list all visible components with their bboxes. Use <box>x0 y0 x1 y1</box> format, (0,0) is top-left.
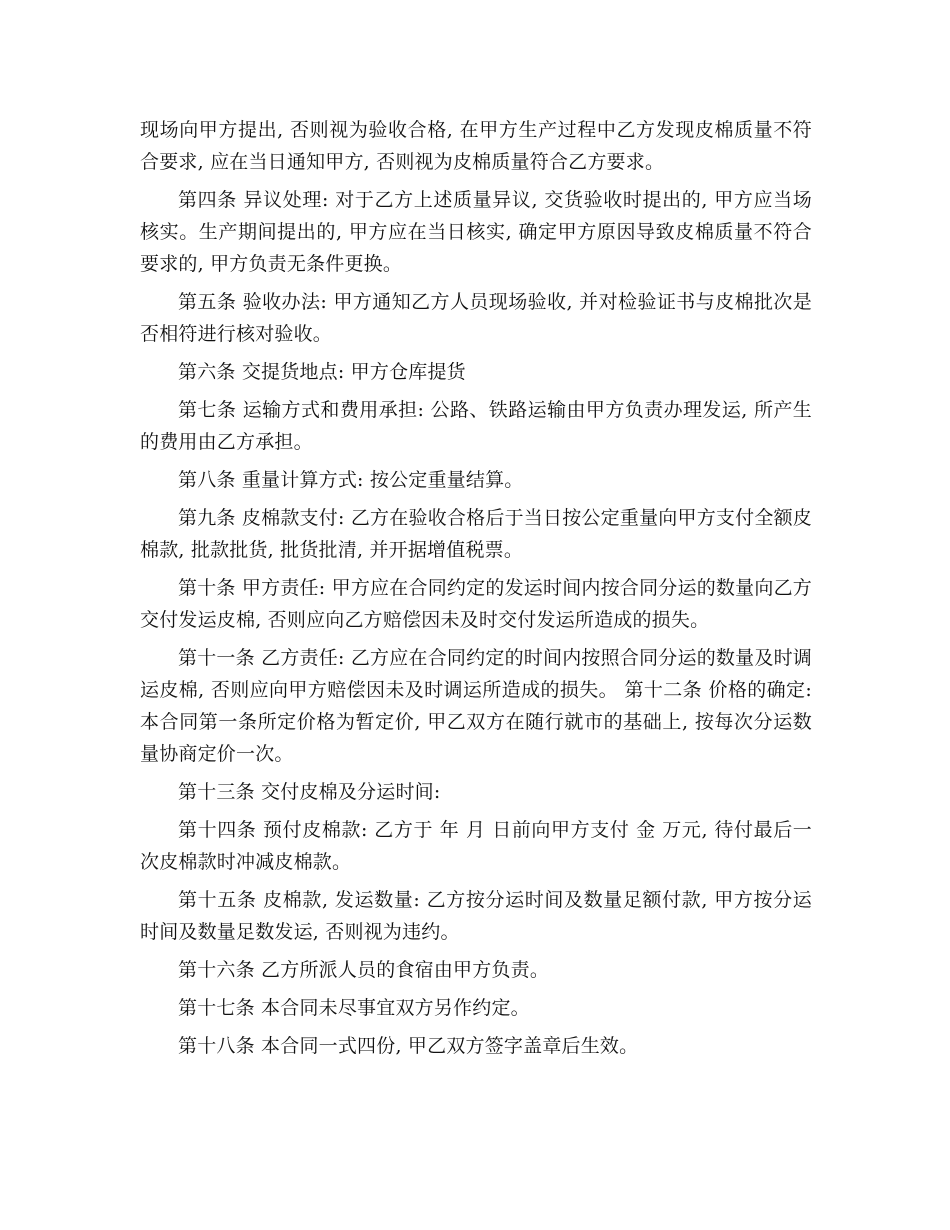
document-page <box>140 114 812 1068</box>
article-16-paragraph: 第十六条 乙方所派人员的食宿由甲方负责。 <box>178 959 550 981</box>
article-13-paragraph: 第十三条 交付皮棉及分运时间: <box>178 781 441 803</box>
article-11-12-paragraph: 第十一条 乙方责任: 乙方应在合同约定的时间内按照合同分运的数量及时调运皮棉, 否则应向甲方赔偿因未及时调运所造成的损失。 第十二条 价格的确定: 本合同第一条所定价格为暂定价, 甲乙双方在随行就市的基础上, 按每次分运数量协商定价一次。 <box>140 647 812 765</box>
article-14-paragraph: 第十四条 预付皮棉款: 乙方于 年 月 日前向甲方支付 金 万元, 待付最后一次皮棉款时冲减皮棉款。 <box>140 819 812 873</box>
article-4-paragraph: 第四条 异议处理: 对于乙方上述质量异议, 交货验收时提出的, 甲方应当场核实。生产期间提出的, 甲方应在当日核实, 确定甲方原因导致皮棉质量不符合要求的, 甲方负责无条件更换。 <box>140 189 812 275</box>
article-10-paragraph: 第十条 甲方责任: 甲方应在合同约定的发运时间内按合同分运的数量向乙方交付发运皮棉, 否则应向乙方赔偿因未及时交付发运所造成的损失。 <box>140 577 812 631</box>
article-15-paragraph: 第十五条 皮棉款, 发运数量: 乙方按分运时间及数量足额付款, 甲方按分运时间及数量足数发运, 否则视为违约。 <box>140 889 812 943</box>
article-17-paragraph: 第十七条 本合同未尽事宜双方另作约定。 <box>178 997 530 1019</box>
paragraph-continuation: 现场向甲方提出, 否则视为验收合格, 在甲方生产过程中乙方发现皮棉质量不符合要求, 应在当日通知甲方, 否则视为皮棉质量符合乙方要求。 <box>140 119 812 173</box>
article-5-paragraph: 第五条 验收办法: 甲方通知乙方人员现场验收, 并对检验证书与皮棉批次是否相符进行核对验收。 <box>140 291 812 345</box>
article-7-paragraph: 第七条 运输方式和费用承担: 公路、铁路运输由甲方负责办理发运, 所产生的费用由乙方承担。 <box>140 399 812 453</box>
article-9-paragraph: 第九条 皮棉款支付: 乙方在验收合格后于当日按公定重量向甲方支付全额皮棉款, 批款批货, 批货批清, 并开据增值税票。 <box>140 507 812 561</box>
article-18-paragraph: 第十八条 本合同一式四份, 甲乙双方签字盖章后生效。 <box>178 1035 639 1057</box>
article-8-paragraph: 第八条 重量计算方式: 按公定重量结算。 <box>178 469 524 491</box>
article-6-paragraph: 第六条 交提货地点: 甲方仓库提货 <box>178 361 466 383</box>
